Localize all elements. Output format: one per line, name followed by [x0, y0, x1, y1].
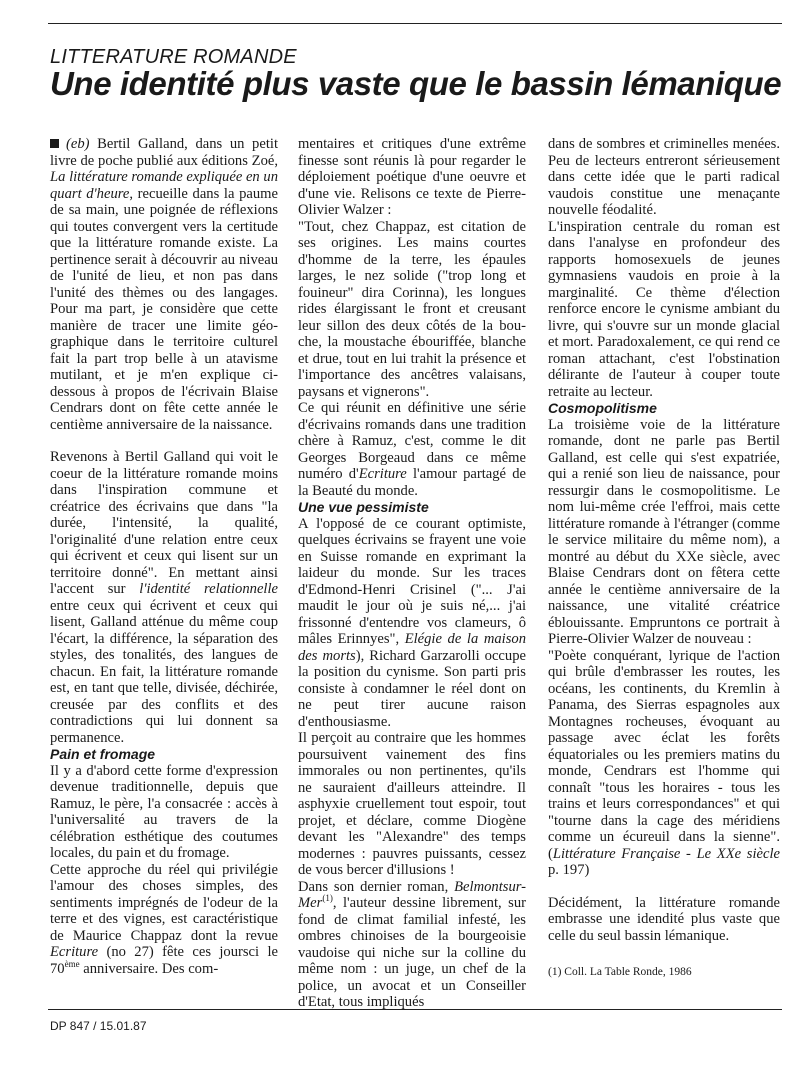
- emphasis: Elégie de la maison des morts: [298, 631, 526, 664]
- paragraph: [50, 862, 278, 978]
- emphasis: Belmontsur-Mer: [298, 878, 526, 911]
- text-run: Bertil Galland, dans un petit livre de poche publié aux éditions Zoé,: [50, 136, 278, 169]
- bullet-square-icon: [50, 139, 59, 148]
- text-run: p. 197): [548, 862, 590, 878]
- subheading-une-vue-pessimiste: Une vue pessimiste: [298, 499, 429, 515]
- text-run: Revenons à Bertil Galland qui voit le coeur de la littérature romande moins dans l'inspiration commune et créatrice des écrivains que dans "la durée, l'intensité, la qualité, l'originalité d'une relation entre ceux qui écrivent et ceux qui lisent sur un territoire donné". En mettant ainsi l'accent sur: [50, 449, 278, 597]
- paragraph: dans de sombres et criminelles menées. Peu de lecteurs entreront sérieusement dans cette idée que le parti radical vaudois constitue une menaçante nouvelle féodalité.: [548, 136, 780, 218]
- top-rule: [48, 23, 782, 24]
- column-3: [548, 136, 780, 981]
- paragraph: [298, 400, 526, 499]
- footnote-marker: (1): [322, 893, 333, 904]
- text-run: A l'opposé de ce courant optimiste, quelques écrivains se frayent une voie en Suisse romande en exprimant la laideur du monde. Sur les traces d'Edmond-Henri Crisinel ("... J'ai maudit le jour où je suis né,... j'ai frissonné d'entendre vos clameurs, ô mâles Erinnyes",: [298, 515, 526, 647]
- text-run: Ce qui réunit en définitive une série d'écrivains romands dans une tradition chère à Ramuz, c'est, comme le dit Georges Borgeaud dans ce même numéro d': [298, 400, 526, 482]
- paragraph: [298, 516, 526, 731]
- text-run: l'amour partagé de la Beauté du monde.: [298, 466, 526, 499]
- bottom-rule: [48, 1009, 782, 1010]
- paragraph: Décidément, la littérature romande embrasse une idendité plus vaste que celle du seul bassin lémanique.: [548, 894, 780, 944]
- text-run: , l'auteur dessine librement, sur fond de climat familial infesté, les ombres chinoises de la bourgeoisie vaudoise qui niche sur la colline du même nom : un juge, un chef de la police, un avocat et un Conseiller d'Etat, tous impliqués: [298, 895, 526, 1010]
- text-run: (no 27) fête ces joursci le 70: [50, 944, 278, 977]
- subheading-pain-et-fromage: Pain et fromage: [50, 746, 156, 762]
- paragraph: [50, 136, 278, 433]
- text-run: , recueille dans la paume de sa main, une poignée de réflexions qui toutes convergent vers la certitude que la littérature romande existe. La pertinence serait à découvrir au niveau de l'unité de lieu, et non pas dans l'unité des thèmes ou des langages. Pour ma part, je considère que cette manière de tracer une limite géographique dans le territoire culturel fait la part trop belle à un atavisme mutilant, et je m'en explique ci-dessous à propos de l'écrivain Blaise Cendrars dont on fête cette année le centième anniversaire de la naissance.: [50, 185, 278, 433]
- text-run: Cette approche du réel qui privilégie l'amour des choses simples, des sentiments imprégnés de l'odeur de la terre et des vignes, est caractéristique de Maurice Chappaz dont la revue: [50, 861, 278, 944]
- book-title: La littérature romande expliquée en un quart d'heure: [50, 169, 278, 202]
- text-run: "Poète conquérant, lyrique de l'action qui brûle d'embrasser les routes, les océans, les continents, du Kremlin à Panama, des Sierras espagnoles aux Montagnes rocheuses, évoquant au passage avec éclat les forêts équatoriales ou les premiers matins du monde, Cendrars est l'homme qui connaît "tous les horaires - tous les trains et leurs correspondances" et qui "tourne dans la cage des méridiens comme un écureuil dans la sienne". (: [548, 647, 780, 862]
- paragraph: [50, 449, 278, 746]
- paragraph: La troisième voie de la littérature romande, dont ne parle pas Bertil Galland, est celle qui s'est expatriée, qui a renié son lieu de naissance, pour ressurgir dans le cosmopolitisme. Le nom lui-même crée l'effroi, mais cette littérature romande à l'étranger (comme le service militaire du même nom), a montré au début du XXe siècle, avec Blaise Cendrars dont on fêtera cette année le centième anniversaire de la naissance, une vitalité créatrice éblouissante. Empruntons ce portrait à Pierre-Olivier Walzer de nouveau :: [548, 416, 780, 647]
- text-run: Dans son dernier roman,: [298, 878, 455, 895]
- paragraph: Il y a d'abord cette forme d'expression devenue traditionnelle, depuis que Ramuz, le père, l'a consacrée : accès à l'universalité au travers de la célébration esthétique des coutumes locales, du pain et du fromage.: [50, 762, 278, 861]
- paragraph: "Tout, chez Chappaz, est citation de ses origines. Les mains courtes d'homme de la terre, les épaules larges, le nez solide ("trop long et fouineur" dira Corinna), les longues rides élargissant le front et creusant leur sillon des deux côtés de la bouche, la moustache ébouriffée, blanche et drue, tout en lui trahit la présence et l'importance des ancêtres valaisans, paysans et vignerons".: [298, 218, 526, 400]
- emphasis: Ecriture: [50, 944, 99, 960]
- article-headline: Une identité plus vaste que le bassin lémanique: [50, 65, 782, 102]
- paragraph: [548, 648, 780, 879]
- footnote: (1) Coll. La Table Ronde, 1986: [548, 966, 692, 978]
- paragraph: mentaires et critiques d'une extrême finesse sont réunis là pour regarder le déploiement poétique d'une oeuvre et d'une vie. Relisons ce texte de Pierre-Olivier Walzer :: [298, 136, 526, 218]
- section-kicker: LITTERATURE ROMANDE: [50, 46, 297, 68]
- superscript: ème: [64, 958, 80, 969]
- author-initials: (eb): [66, 136, 90, 152]
- emphasis: Littérature Française - Le XXe siècle: [552, 845, 780, 862]
- paragraph: Il perçoit au contraire que les hommes poursuivent vainement des fins immorales ou non pertinentes, qu'ils ne sauraient d'ailleurs atteindre. Il asphyxie cruellement tout espoir, tout projet, et déclare, comme Diogène devant les "Alexandre" des temps modernes : pauvres puissants, cessez de vous bercer d'illusions !: [298, 730, 526, 878]
- text-run: anniversaire. Des com-: [79, 960, 219, 977]
- emphasis: l'identité relationnelle: [139, 581, 279, 597]
- column-1: [50, 136, 278, 977]
- column-2: [298, 136, 526, 1011]
- subheading-cosmopolitisme: Cosmopolitisme: [548, 400, 657, 416]
- paragraph: [298, 879, 526, 1011]
- issue-folio: DP 847 / 15.01.87: [50, 1019, 147, 1033]
- text-run: ), Richard Garzarolli occupe la position du cynisme. Son parti pris consiste à condamner le réel dont on ne peut tirer aucune raison d'enthousiasme.: [298, 647, 526, 730]
- text-run: entre ceux qui écrivent et ceux qui lisent, Galland atténue du même coup l'écart, la différence, la séparation des styles, des tonalités, des langues de chacun. En fait, la littérature romande est, en tant que telle, divisée, déchirée, creusée par des conflits et des contradictions qui lui donnent sa permanence.: [50, 597, 278, 746]
- paragraph: L'inspiration centrale du roman est dans l'analyse en profondeur des rapports homosexuels de jeunes gymnasiens vaudois en proie à la marginalité. Ce thème d'élection renforce encore le cynisme ambiant du livre, qui s'ouvre sur un monde glacial et mort. Paradoxalement, ce qui rend ce roman attachant, c'est l'obstination délirante de l'auteur à couper toute retraite au lecteur.: [548, 218, 780, 400]
- emphasis: Ecriture: [358, 466, 407, 482]
